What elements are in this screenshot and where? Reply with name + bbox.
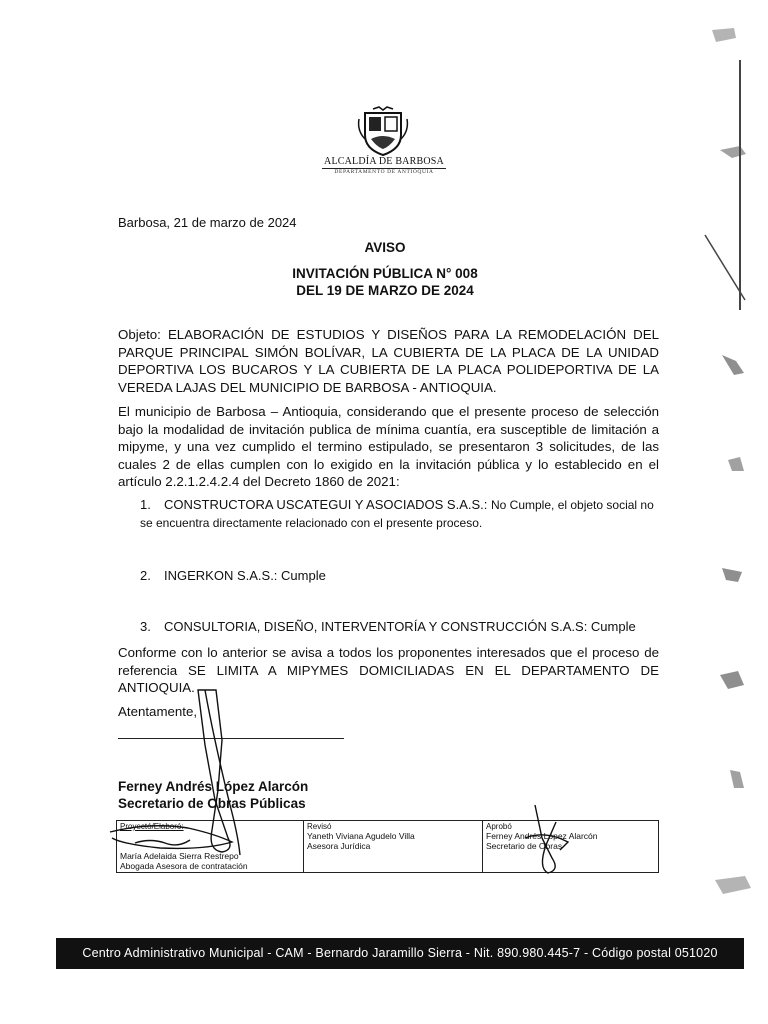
list-number: 3.	[140, 619, 151, 634]
list-item	[140, 496, 660, 532]
coat-of-arms-icon	[355, 105, 411, 157]
approved-cell	[483, 821, 659, 873]
signer-role: Secretario de Obras Públicas	[118, 796, 306, 811]
list-number: 2.	[140, 568, 151, 583]
bidder-name: INGERKON S.A.S.:	[164, 568, 282, 583]
invitation-title: INVITACIÓN PÚBLICA N° 008	[292, 266, 478, 281]
org-subtitle: DEPARTAMENTO DE ANTIOQUIA	[334, 169, 434, 175]
reviewed-role: Asesora Jurídica	[307, 841, 371, 851]
bidder-status: No Cumple, el objeto social no se encuentra directamente relacionado con el presente proceso.	[140, 498, 654, 530]
objeto-paragraph: Objeto: ELABORACIÓN DE ESTUDIOS Y DISEÑOS PARA LA REMODELACIÓN DEL PARQUE PRINCIPAL SIMÓN BOLÍVAR, LA CUBIERTA DE LA PLACA DE LA UNIDAD DEPORTIVA LOS BUCAROS Y LA CUBIERTA DE LA PLACA POLIDEPORTIVA DE LA VEREDA LAJAS DEL MUNICIPIO DE BARBOSA - ANTIOQUIA.	[118, 327, 659, 395]
bidder-status: Cumple	[590, 619, 636, 634]
prepared-name: María Adelaida Sierra Restrepo	[120, 851, 239, 861]
signer-name: Ferney Andrés López Alarcón	[118, 779, 309, 794]
body-paragraph: El municipio de Barbosa – Antioquia, considerando que el presente proceso de selección bajo la modalidad de invitación publica de mínima cuantía, era susceptible de limitación a mipyme, y una vez cumplido el termino estipulado, se presentaron 3 solicitudes, de las cuales 2 de ellas cumplen con lo exigido en la invitación pública y lo establecido en el artículo 2.2.1.2.4.2.4 del Decreto 1860 de 2021:	[118, 404, 659, 489]
invitation-date: DEL 19 DE MARZO DE 2024	[296, 283, 474, 298]
prepared-title: Proyectó/Elaboró:	[120, 822, 184, 831]
signature-line	[118, 738, 344, 739]
bidder-status: Cumple	[281, 568, 326, 583]
footer-bar: Centro Administrativo Municipal - CAM - Bernardo Jaramillo Sierra - Nit. 890.980.445-7 - Código postal 051020	[56, 938, 744, 969]
reviewed-name: Yaneth Viviana Agudelo Villa	[307, 831, 415, 841]
approved-role: Secretario de Obras	[486, 841, 563, 851]
reviewed-title: Revisó	[307, 822, 332, 831]
list-number: 1.	[140, 497, 151, 512]
reviewed-cell	[304, 821, 483, 873]
conclusion-paragraph: Conforme con lo anterior se avisa a todos los proponentes interesados que el proceso de referencia SE LIMITA A MIPYMES DOMICILIADAS EN EL DEPARTAMENTO DE ANTIOQUIA.	[118, 645, 659, 695]
scan-margin-marks	[690, 0, 768, 1024]
prepared-cell	[117, 821, 304, 873]
letter-date: Barbosa, 21 de marzo de 2024	[118, 215, 297, 230]
prepared-role: Abogada Asesora de contratación	[120, 861, 248, 871]
approved-name: Ferney Andrés López Alarcón	[486, 831, 598, 841]
bidder-name: CONSTRUCTORA USCATEGUI Y ASOCIADOS S.A.S.:	[164, 497, 491, 512]
approvals-table	[116, 820, 659, 873]
bidder-name: CONSULTORIA, DISEÑO, INTERVENTORÍA Y CONSTRUCCIÓN S.A.S:	[164, 619, 591, 634]
list-item	[140, 618, 660, 635]
notice-heading: AVISO	[364, 240, 406, 255]
approved-title: Aprobó	[486, 822, 512, 831]
closing: Atentamente,	[118, 704, 198, 719]
list-item	[140, 567, 660, 584]
org-name: ALCALDÍA DE BARBOSA	[322, 156, 446, 169]
